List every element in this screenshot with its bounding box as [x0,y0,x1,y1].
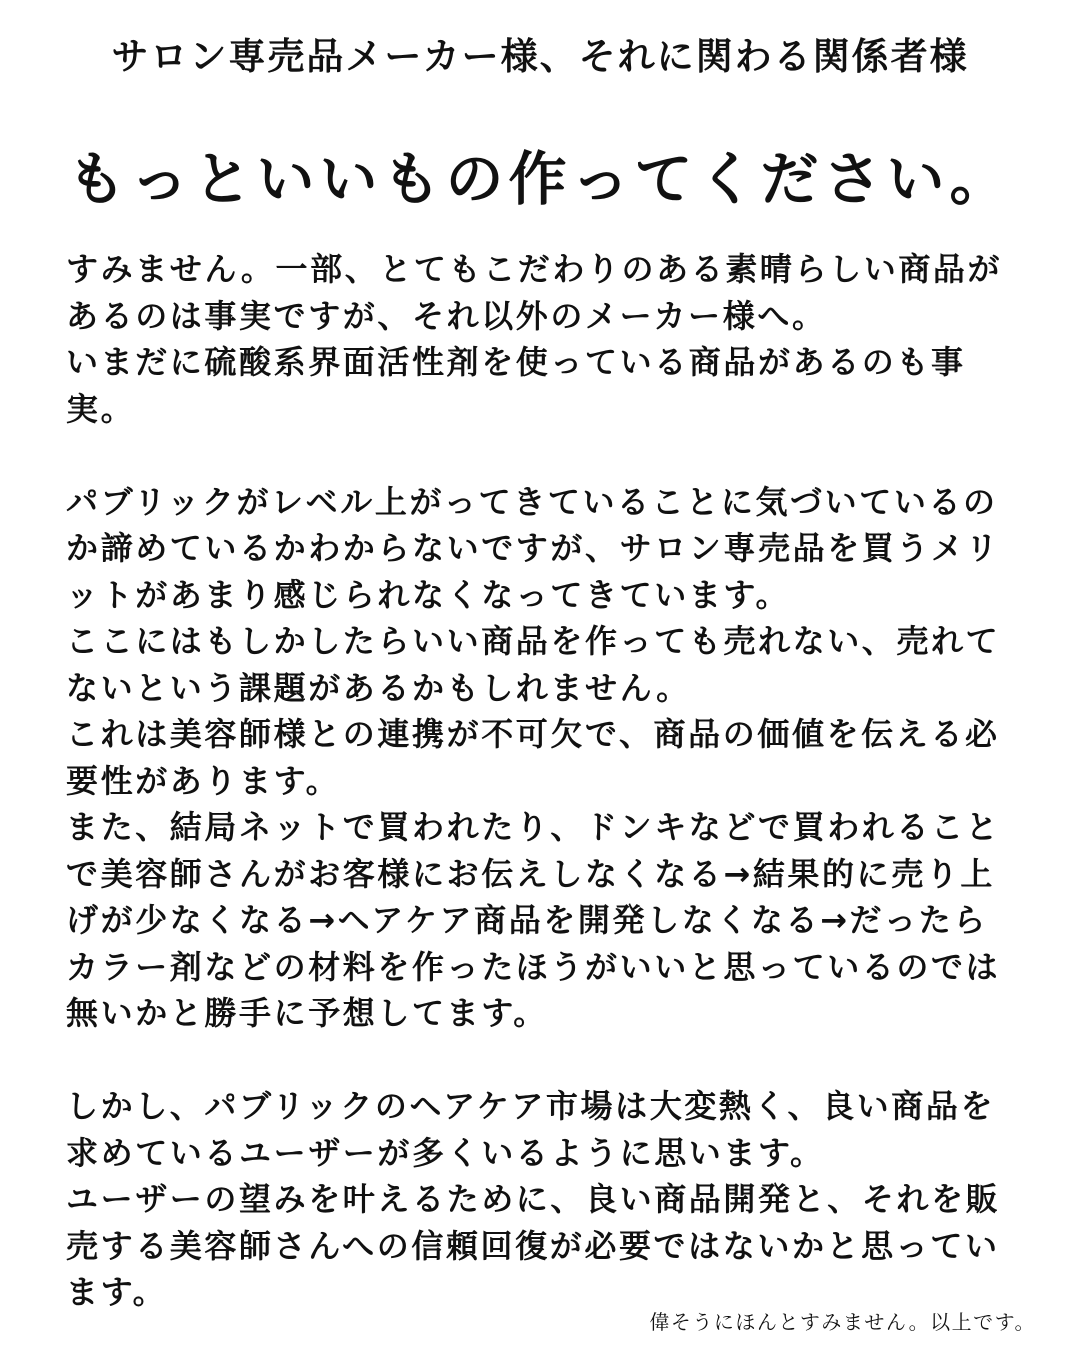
text-line: か諦めているかわからないですが、サロン専売品を買うメリ [66,529,1001,567]
paragraph-3 [66,1083,1026,1316]
text-line: ットがあまり感じられなくなってきています。 [66,575,791,614]
footer-note: 偉そうにほんとすみません。以上です。 [649,1310,1036,1334]
text-line: 要性があります。 [66,761,341,800]
text-line: カラー剤などの材料を作ったほうがいいと思っているのでは [66,947,1001,986]
page-title: もっといいもの作ってください。 [67,145,1013,213]
text-line: 無いかと勝手に予想してます。 [66,994,548,1032]
paragraph-spacer [66,1037,1026,1084]
paragraph-2 [66,479,1026,1037]
text-line: すみません。一部、とてもこだわりのある素晴らしい商品が [66,250,1003,288]
body-text [66,246,1026,1316]
text-line: で美容師さんがお客様にお伝えしなくなる→結果的に売り上 [66,854,996,893]
paragraph-spacer [66,432,1026,479]
text-line: また、結局ネットで買われたり、ドンキなどで買われること [66,808,1001,846]
text-line: パブリックがレベル上がってきていることに気づいているの [66,482,998,521]
text-line: ここにはもしかしたらいい商品を作っても売れない、売れて [66,622,1001,660]
header-text: サロン専売品メーカー様、それに関わる関係者様 [111,35,969,78]
text-line: 実。 [66,389,136,428]
text-line: 求めているユーザーが多くいるように思います。 [66,1133,825,1172]
text-line: いまだに硫酸系界面活性剤を使っている商品があるのも事 [66,343,966,381]
paragraph-1 [66,246,1026,432]
text-line: これは美容師様との連携が不可欠で、商品の価値を伝える必 [66,715,1000,753]
text-line: 売する美容師さんへの信頼回復が必要ではないかと思ってい [66,1226,1000,1265]
text-line: ユーザーの望みを叶えるために、良い商品開発と、それを販 [66,1180,1001,1218]
text-line: げが少なくなる→ヘアケア商品を開発しなくなる→だったら [66,901,988,939]
text-line: ないという課題があるかもしれません。 [66,668,691,707]
text-line: あるのは事実ですが、それ以外のメーカー様へ。 [66,296,827,335]
text-line: ます。 [66,1273,168,1311]
text-line: しかし、パブリックのヘアケア市場は大変熱く、良い商品を [66,1087,996,1125]
